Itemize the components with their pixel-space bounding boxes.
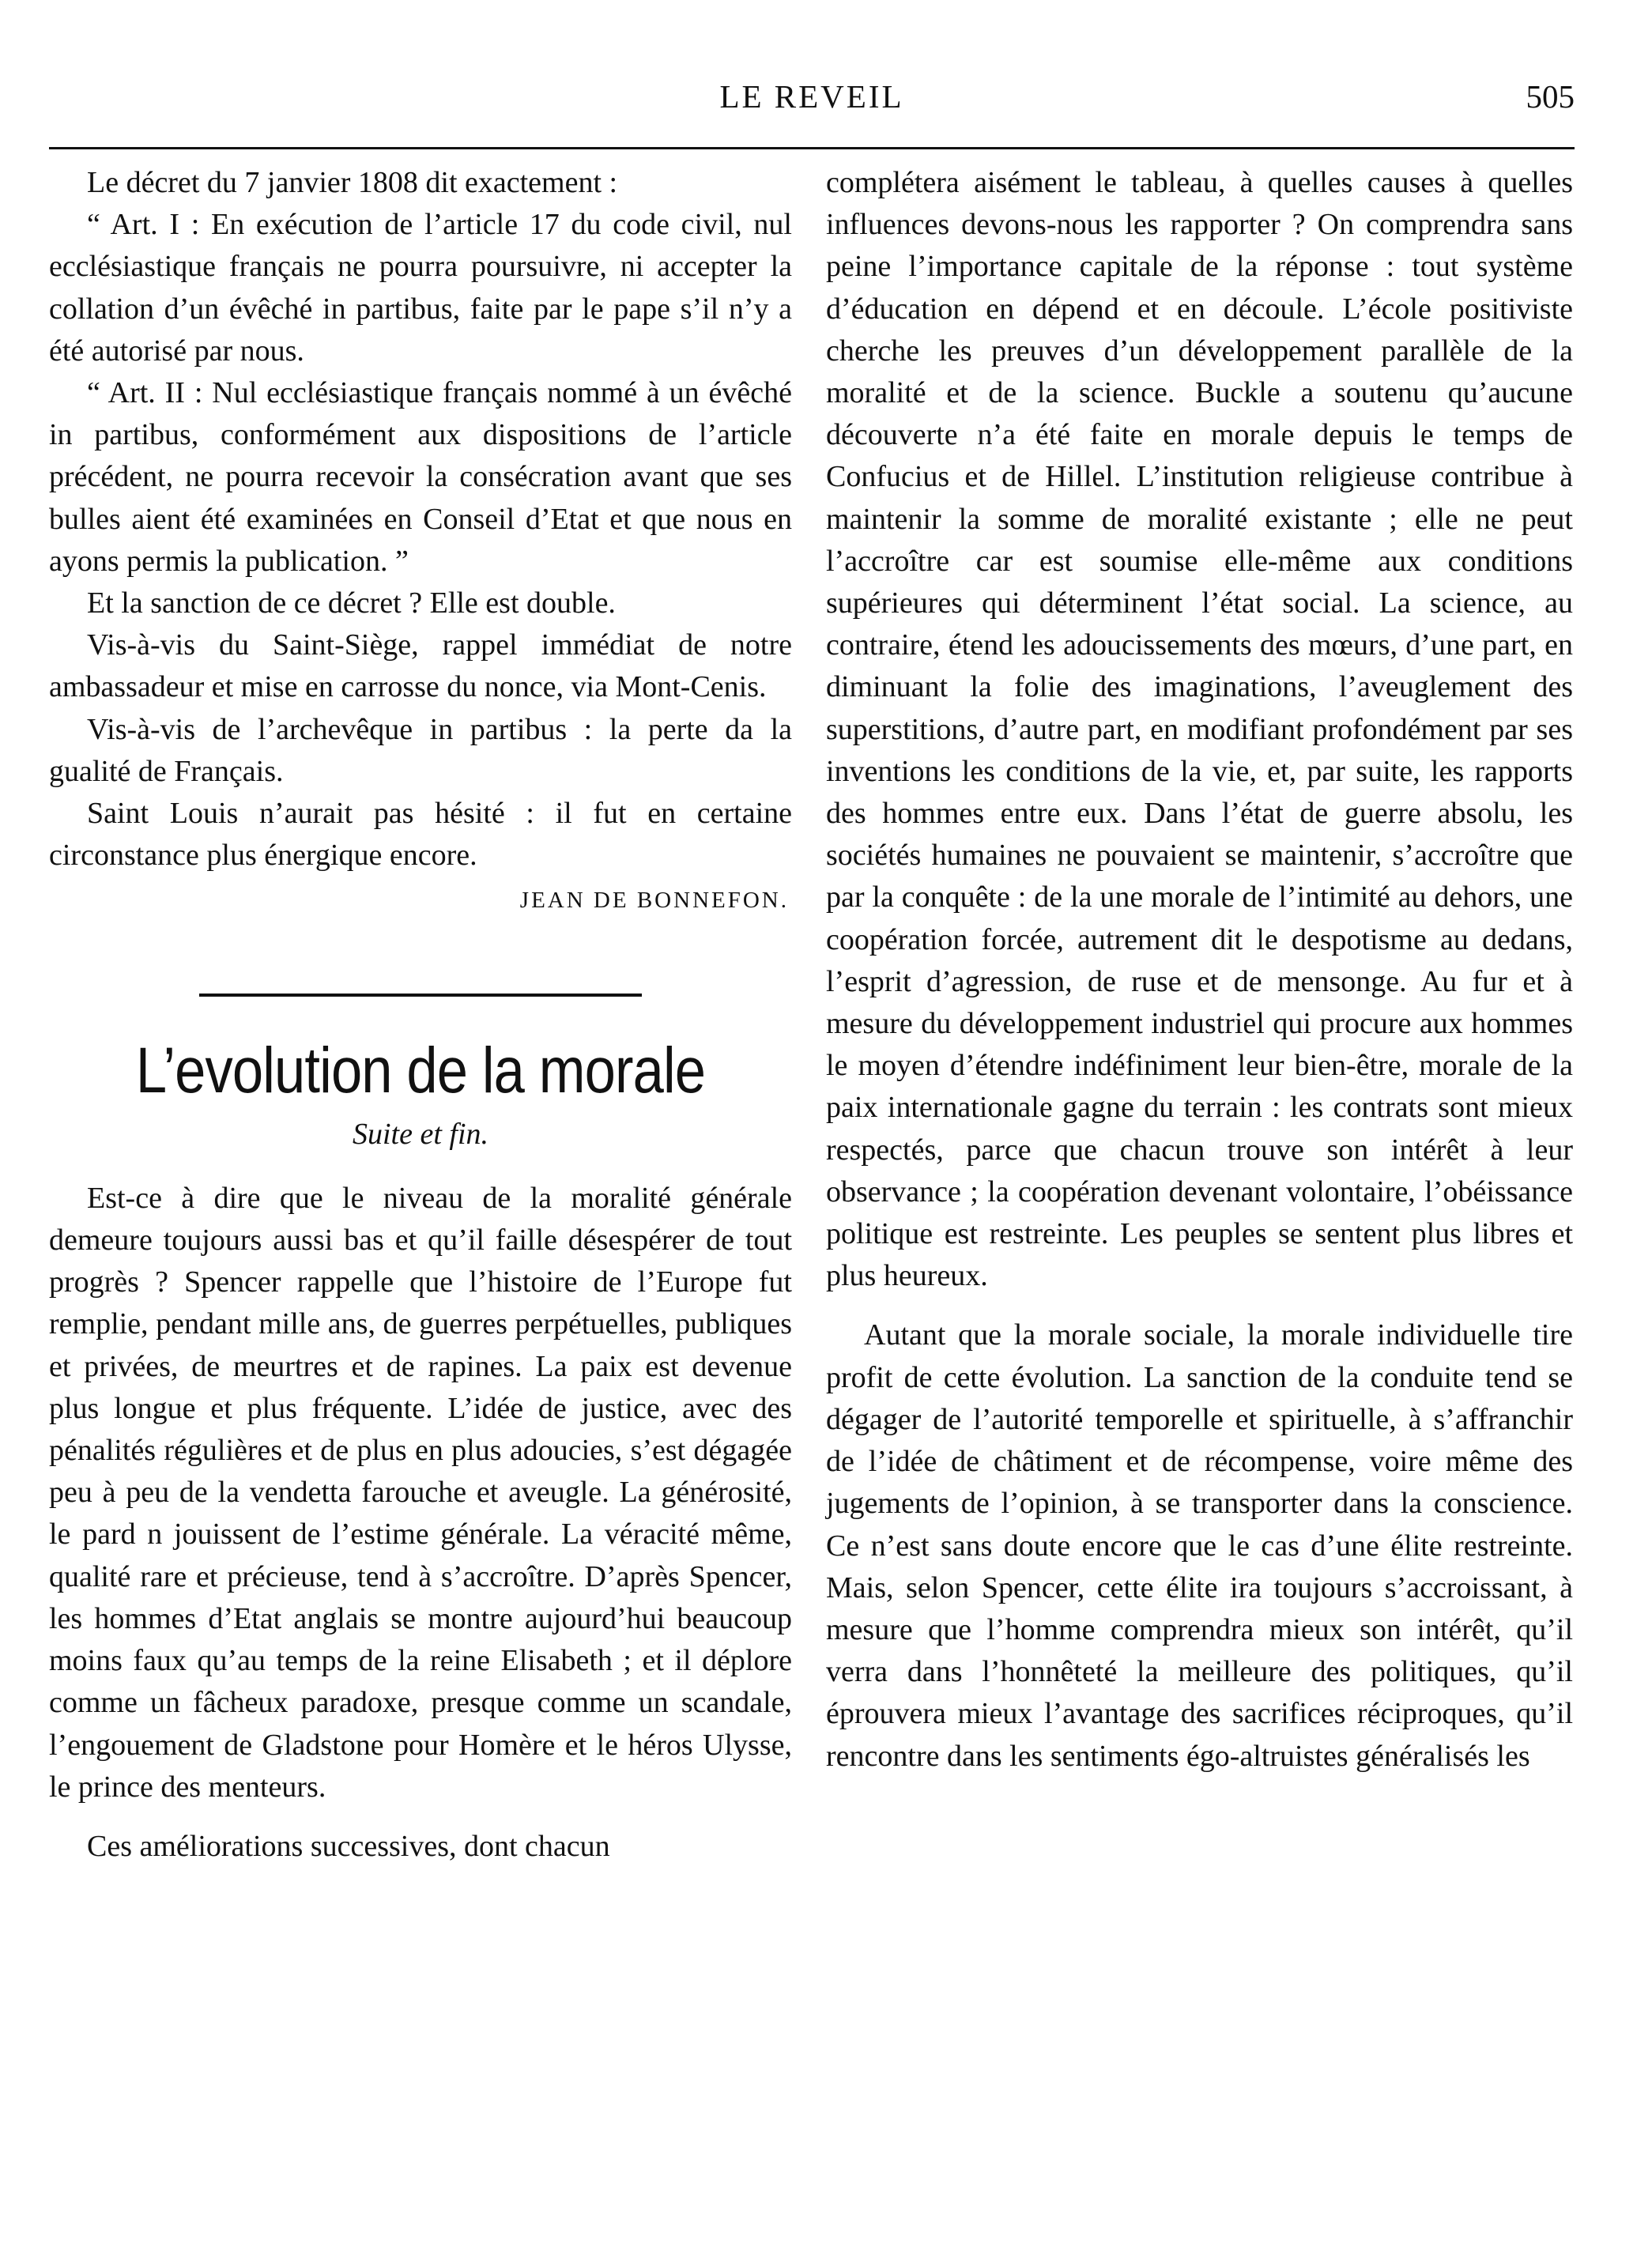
paragraph-decree-intro: Le décret du 7 janvier 1808 dit exactement : (87, 166, 618, 199)
right-column (826, 162, 1573, 1778)
header-rule (49, 147, 1575, 149)
paragraph-progress: Est-ce à dire que le niveau de la moralité générale demeure toujours aussi bas et qu’il faille désespérer de tout progrès ? Spencer rappelle que l’histoire de l’Europe fut remplie, pendant mille ans, de guerres perpétuelles, publiques et privées, de meurtres et de rapines. La paix est devenue plus longue et plus fréquente. L’idée de justice, avec des pénalités régulières et de plus en plus adoucies, s’est dégagée peu à peu de la vendetta farouche et aveugle. La générosité, le pard n jouissent de l’estime générale. La véracité même, qualité rare et précieuse, tend à s’accroître. D’après Spencer, les hommes d’Etat anglais se montre aujourd’hui beaucoup moins faux qu’au temps de la reine Elisabeth ; et il déplore comme un fâcheux paradoxe, presque comme un scandale, l’engouement de Gladstone pour Homère et le héros Ulysse, le prince des menteurs. (49, 1181, 792, 1804)
author-signature: JEAN DE BONNEFON. (519, 888, 789, 914)
paragraph-ameliorations: Ces améliorations successives, dont chacun (87, 1829, 610, 1863)
paragraph-saint-siege: Vis-à-vis du Saint-Siège, rappel immédiat de notre ambassadeur et mise en carrosse du nonce, via Mont-Cenis. (49, 628, 792, 704)
running-title: LE REVEIL (719, 78, 904, 115)
page-header (49, 77, 1575, 125)
left-column (49, 162, 792, 1868)
page-number: 505 (1526, 78, 1575, 115)
paragraph-saint-louis: Saint Louis n’aurait pas hésité : il fut en certaine circonstance plus énergique encore. (49, 797, 792, 873)
paragraph-causes: complétera aisément le tableau, à quelles causes à quelles influences devons-nous les rapporter ? On comprendra sans peine l’importance capitale de la réponse : tout système d’éducation en dépend et en découle. L’école positiviste cherche les preuves d’un développement parallèle de la moralité et de la science. Buckle a soutenu qu’aucune découverte n’a été faite en morale depuis le temps de Confucius et de Hillel. L’institution religieuse contribue à maintenir la somme de moralité existante ; elle ne peut l’accroître car est soumise elle-même aux conditions supérieures qui déterminent l’état social. La science, au contraire, étend les adoucissements des mœurs, d’une part, en diminuant la folie des imaginations, l’aveuglement des superstitions, d’autre part, en modifiant profondément par ses inventions les conditions de la vie, et, par suite, les rapports des hommes entre eux. Dans l’état de guerre absolu, les sociétés humaines ne pouvaient se maintenir, s’accroître que par la conquête : de la une morale de l’intimité au dehors, une coopération forcée, autrement dit le despotisme au dedans, l’esprit d’agression, de ruse et de mensonge. Au fur et à mesure du développement industriel qui procure aux hommes le moyen d’étendre indéfiniment leur bien-être, morale de la paix internationale gagne du terrain : les contrats sont mieux respectés, parce que chacun trouve son intérêt à leur observance ; la coopération devenant volontaire, l’obéissance politique est restreinte. Les peuples se sentent plus libres et plus heureux. (826, 166, 1573, 1293)
paragraph-article-2: “ Art. II : Nul ecclésiastique français nommé à un évêché in partibus, conformément aux dispositions de l’article précédent, ne pourra recevoir la consécration avant que ses bulles aient été examinées en Conseil d’Etat et que nous en ayons permis la publication. ” (49, 376, 792, 578)
section-divider (199, 994, 642, 997)
article-title: L’evolution de la morale (135, 1034, 706, 1107)
paragraph-article-1: “ Art. I : En exécution de l’article 17 du code civil, nul ecclésiastique français ne pourra poursuivre, ni accepter la collation d’un évêché in partibus, faite par le pape s’il n’y a été autorisé par nous. (49, 208, 792, 368)
paragraph-morale-individuelle: Autant que la morale sociale, la morale individuelle tire profit de cette évolution. La sanction de la conduite tend se dégager de l’autorité temporelle et spirituelle, à s’affranchir de l’idée de châtiment et de récompense, voire même des jugements de l’opinion, à se transporter dans la conscience. Ce n’est sans doute encore que le cas d’une élite restreinte. Mais, selon Spencer, cette élite ira toujours s’accroissant, à mesure que l’homme comprendra mieux son intérêt, qu’il verra dans l’honnêteté la meilleure des politiques, qu’il éprouvera mieux l’avantage des sacrifices réciproques, qu’il rencontre dans les sentiments égo-altruistes généralisés les (826, 1318, 1573, 1773)
paragraph-sanction: Et la sanction de ce décret ? Elle est double. (87, 586, 616, 620)
article-subtitle: Suite et fin. (352, 1117, 489, 1151)
paragraph-archeveque: Vis-à-vis de l’archevêque in partibus : la perte da la gualité de Français. (49, 712, 792, 788)
